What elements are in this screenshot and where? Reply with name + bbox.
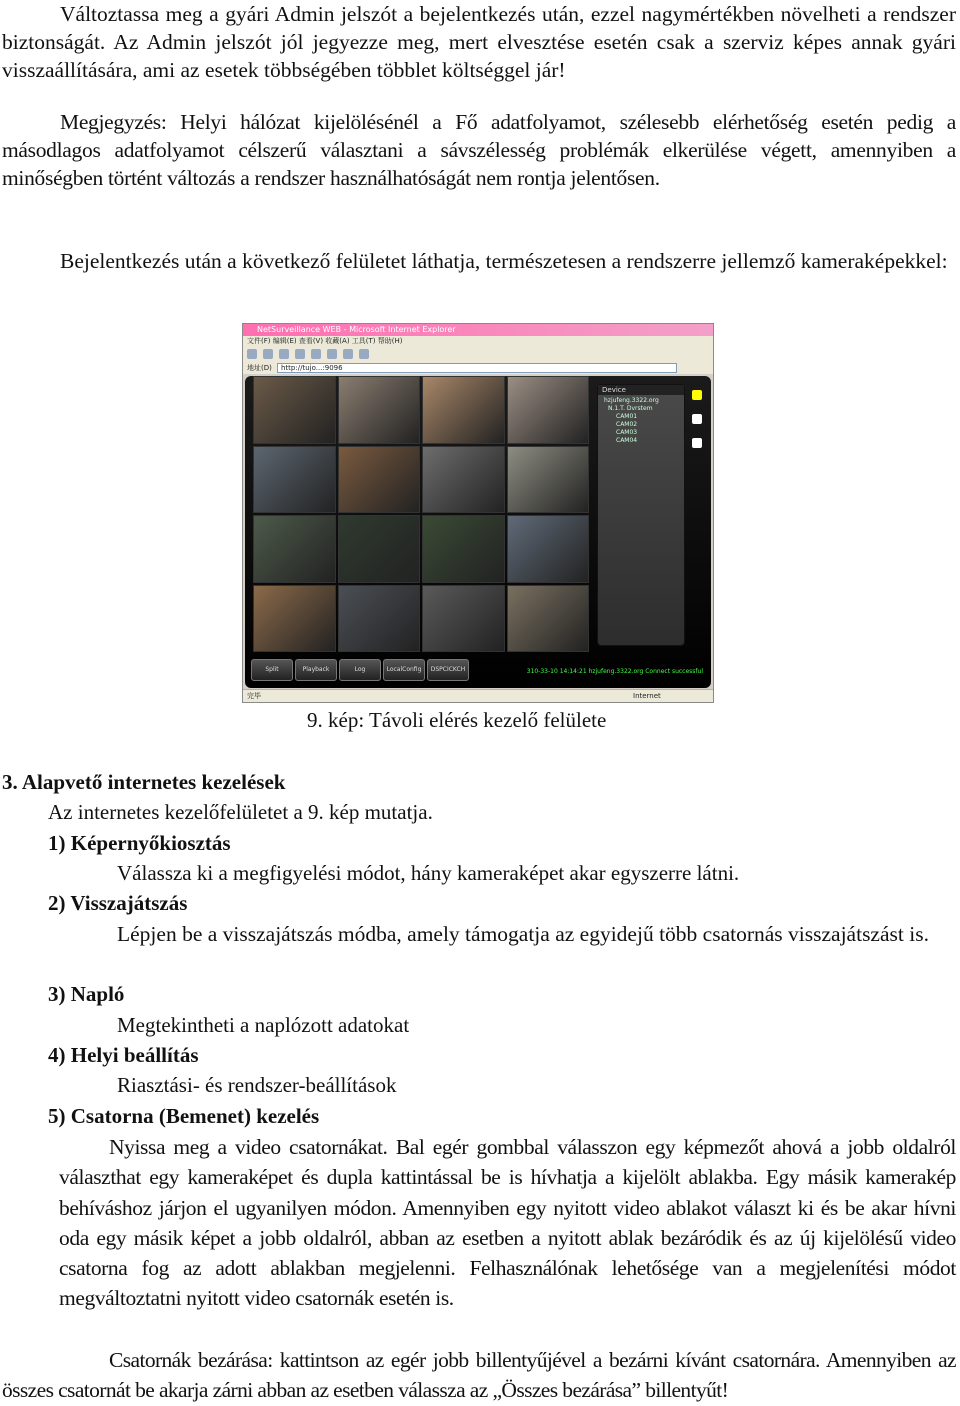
media-icon (359, 349, 369, 359)
device-tree-item: hzjufeng.3322.org (604, 397, 659, 404)
item-1-title: 1) Képernyőkiosztás (48, 831, 231, 855)
device-tree-item: CAM01 (616, 413, 638, 420)
ptz-diamond-icon (692, 438, 702, 448)
item-2-title: 2) Visszajátszás (48, 891, 188, 915)
connection-status: 310-33-10 14:14:21 hzjufeng.3322.org Connect successful (526, 668, 703, 675)
camera-tile (338, 376, 421, 444)
device-panel-title: Device (598, 385, 684, 395)
note-paragraph-stream: Megjegyzés: Helyi hálózat kijelölésénél a Fő adatfolyamot, szélesebb elérhetőség esetén pedig a másodlagos adatfolyamot célszerű választani a sávszélesség problémák elkerülése végett, amennyiben a minőségben történt változás a rendszer használhatóságát nem rontja jelentősen. (2, 110, 956, 190)
device-tree-item: CAM04 (616, 437, 638, 444)
item-3-title: 3) Napló (48, 982, 125, 1006)
camera-tile (338, 585, 421, 653)
item-1-text: Válassza ki a megfigyelési módot, hány kameraképet akar egyszerre látni. (117, 861, 740, 885)
figure-caption: 9. kép: Távoli elérés kezelő felülete (307, 708, 607, 732)
ptz-controls (689, 384, 705, 644)
favorites-icon (343, 349, 353, 359)
surveillance-app (245, 376, 711, 688)
camera-tile (422, 446, 505, 514)
address-input: http://tujo...:9096 (277, 363, 677, 373)
login-paragraph: Bejelentkezés után a következő felületet láthatja, természetesen a rendszerre jellemző kameraképekkel: (60, 249, 948, 273)
item-4-title: 4) Helyi beállítás (48, 1043, 199, 1067)
section-intro: Az internetes kezelőfelületet a 9. kép mutatja. (48, 800, 433, 824)
refresh-icon (295, 349, 305, 359)
device-tree-item: CAM02 (616, 421, 638, 428)
function-button: Log (339, 659, 381, 681)
address-bar: 地址(D) http://tujo...:9096 (243, 362, 713, 374)
item-4-text: Riasztási- és rendszer-beállítások (117, 1073, 397, 1097)
camera-tile (253, 585, 336, 653)
device-tree (598, 395, 684, 447)
camera-tile (253, 446, 336, 514)
browser-status-left: 完毕 (247, 692, 261, 700)
camera-tile (422, 515, 505, 583)
item-2-text: Lépjen be a visszajátszás módba, amely támogatja az egyidejű több csatornás visszajátszást is. (117, 922, 929, 946)
device-panel (597, 384, 685, 646)
browser-toolbar (243, 346, 713, 363)
search-icon (327, 349, 337, 359)
camera-tile (507, 585, 590, 653)
camera-tile (338, 446, 421, 514)
function-button: LocalConfig (383, 659, 425, 681)
camera-tile (507, 376, 590, 444)
back-icon (247, 349, 257, 359)
camera-tile (507, 446, 590, 514)
browser-zone: Internet (633, 692, 661, 700)
camera-tile (507, 515, 590, 583)
home-icon (311, 349, 321, 359)
camera-tile (253, 515, 336, 583)
camera-tile (253, 376, 336, 444)
item-5-text: Nyissa meg a video csatornákat. Bal egér gombbal válasszon egy képmezőt ahová a jobb oldalról választhat egy kameraképet és dupla kattintással be is hívhatja a kijelölt ablakba. Egy másik kamerakép behíváshoz járjon el ugyanilyen módon. Amennyiben egy nyitott video ablakot választ ki és be akar hívni oda egy másik képet a jobb oldalról, abban az esetben a nyitott ablak bezáródik és az új kijelölésű video csatorna fog az adott ablakban megjelenni. Felhasználónak lehetősége van a megjelenítési módot megváltoztatni nyitott video csatornák esetén is. (59, 1135, 956, 1311)
function-button: DSPCICKCH (427, 659, 469, 681)
remote-access-screenshot (242, 323, 714, 703)
camera-tile (422, 585, 505, 653)
browser-menu-bar: 文件(F) 编辑(E) 查看(V) 收藏(A) 工具(T) 帮助(H) (243, 336, 713, 346)
function-button: Playback (295, 659, 337, 681)
closing-paragraph: Csatornák bezárása: kattintson az egér jobb billentyűjével a bezárni kívánt csatornára. Amennyiben az összes csatornát be akarja zárni abban az esetben válassza az „Összes bezárása” billentyűt! (2, 1348, 956, 1402)
forward-icon (263, 349, 273, 359)
browser-title-bar: NetSurveillance WEB - Microsoft Internet Explorer (243, 324, 713, 336)
device-tree-item: CAM03 (616, 429, 638, 436)
camera-grid (253, 376, 589, 652)
function-button: Split (251, 659, 293, 681)
intro-paragraph-password: Változtassa meg a gyári Admin jelszót a bejelentkezés után, ezzel nagymértékben növelheti a rendszer biztonságát. Az Admin jelszót jól jegyezze meg, mert elvesztése esetén csak a szerviz képes annak gyári visszaállítására, ami az esetek többségében többlet költséggel jár! (2, 2, 956, 82)
stop-icon (279, 349, 289, 359)
camera-tile (422, 376, 505, 444)
item-5-title: 5) Csatorna (Bemenet) kezelés (48, 1104, 320, 1128)
ptz-star-icon (692, 390, 702, 400)
ptz-move-icon (692, 414, 702, 424)
device-tree-item: N.1.T. Dvrstem (608, 405, 653, 412)
item-3-text: Megtekintheti a naplózott adatokat (117, 1013, 410, 1037)
camera-tile (338, 515, 421, 583)
section-title: 3. Alapvető internetes kezelések (2, 770, 286, 794)
browser-status-bar (243, 689, 713, 702)
